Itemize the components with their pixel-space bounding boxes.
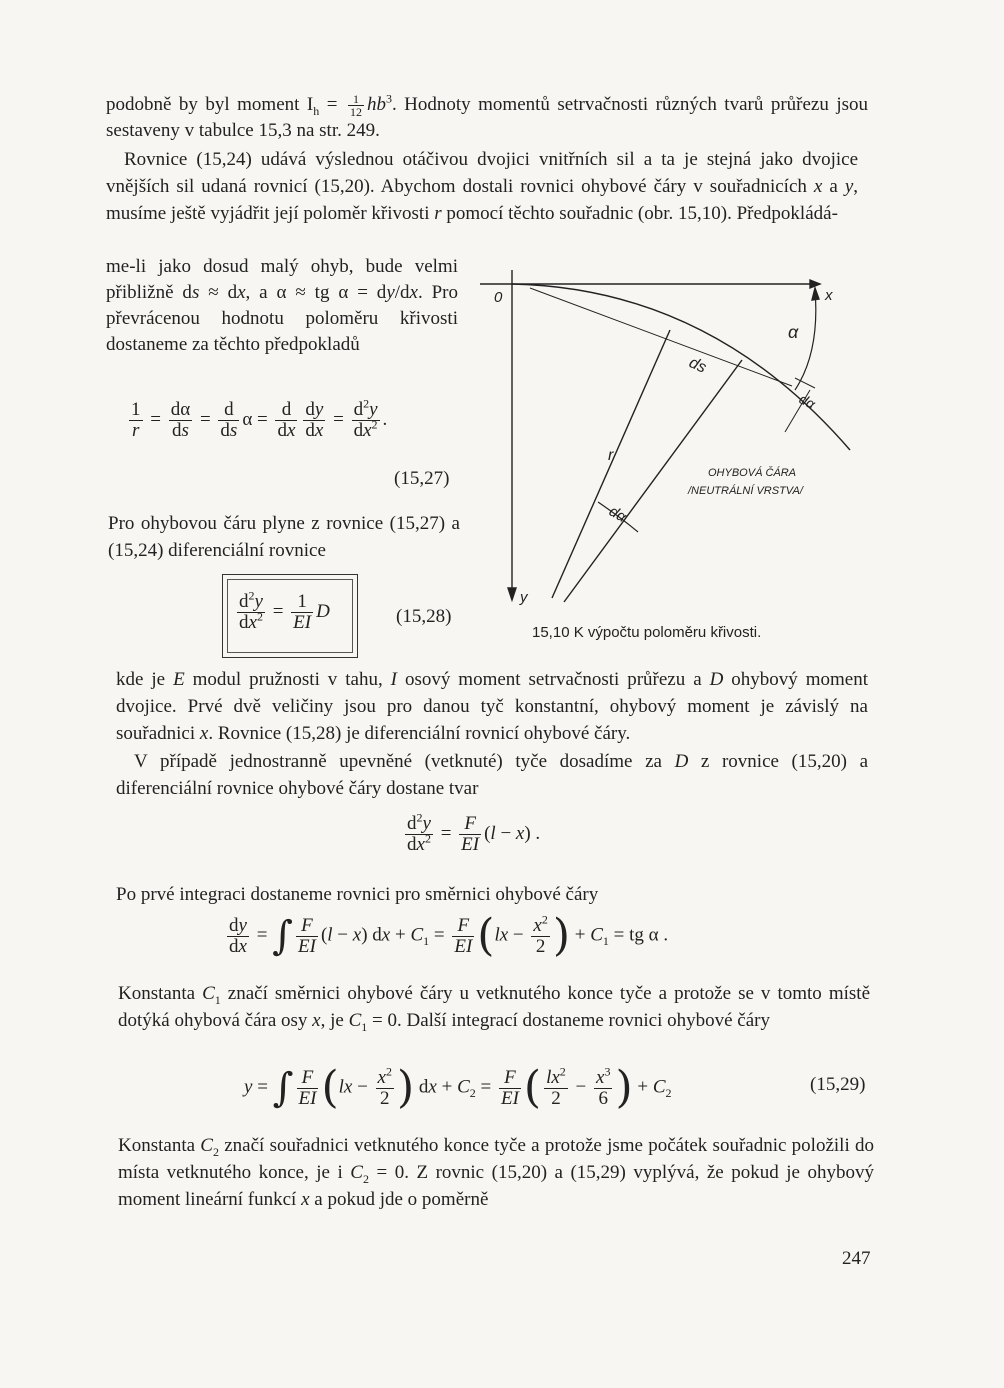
y-axis-arrow <box>508 588 516 600</box>
paragraph-7 <box>116 882 868 908</box>
paragraph-9-text: Konstanta $C_2$ značí souřadnici vetknutého konce tyče a protože jsme počátek souřadnic položili do místa vetknutého konce, je i $C_2 = 0$. Z rovnic (15,20) a (15,29) vyplývá, že pokud je ohybový moment lineární funkcí x a pokud jde o poměrně <box>118 1135 874 1210</box>
paragraph-3 <box>106 254 458 358</box>
paragraph-7-text: Po prvé integraci dostaneme rovnici pro směrnici ohybové čáry <box>116 884 599 905</box>
radius-line-2 <box>564 360 742 602</box>
label-dalpha-bottom: dα <box>606 502 630 526</box>
page-number: 247 <box>842 1248 871 1269</box>
equation-label-15-27: (15,27) <box>394 468 450 489</box>
paragraph-8 <box>118 980 870 1034</box>
label-ds: ds <box>686 354 709 377</box>
paragraph-6-text: V případě jednostranně upevněné (vetknuté) tyče dosadíme za D z rovnice (15,20) a diferenciální rovnice ohybové čáry dostane tvar <box>116 751 868 799</box>
figure-caption: 15,10 K výpočtu poloměru křivosti. <box>532 624 762 641</box>
paragraph-1 <box>106 92 868 144</box>
equation-slope: $\frac{dy}{dx}$ = ∫ $\frac{F}{EI}$ (l − x) dx + $C_1$ = $\frac{F}{EI}$ (lx − $\frac{x^2}{2}$ ) + $C_1$ = tg α . <box>229 910 669 961</box>
label-dalpha-top: dα <box>796 390 819 413</box>
equation-label-15-28: (15,28) <box>396 606 452 627</box>
paragraph-5-text: kde je E modul pružnosti v tahu, I osový moment setrvačnosti průřezu a D ohybový moment dvojice. Prvé dvě veličiny jsou pro danou tyč konstantní, ohybový moment je závislý na souřadnici x. Rovnice (15,28) je diferenciální rovnicí ohybové čáry. <box>116 669 869 744</box>
equation-15-27: $\frac{1}{r}$ = $\frac{d\alpha}{ds}$ = $\frac{d}{ds}$ α = $\frac{d}{dx}$ $\frac{dy}{dx}$ = $\frac{d^2y}{dx^2}$ . <box>131 396 388 441</box>
equation-fl-minus-x: $\frac{d^2y}{dx^2}$ = $\frac{F}{EI}$ (l − x) . <box>407 810 541 855</box>
figure-15-10 <box>470 262 870 622</box>
bending-curve <box>512 284 850 450</box>
paragraph-9 <box>118 1132 874 1213</box>
equation-label-15-29: (15,29) <box>810 1074 866 1095</box>
label-x: x <box>825 287 833 304</box>
paragraph-2-text: Rovnice (15,24) udává výslednou otáčivou dvojici vnitřních sil a ta je stejná jako dvojice vnějších sil udaná rovnicí (15,20). Abychom dostali rovnici ohybové čáry v souřadnicích x a y, musíme ještě vyjádřit její poloměr křivosti r pomocí těchto souřadnic (obr. 15,10). Předpokládá- <box>106 149 859 224</box>
paragraph-3-text: me-li jako dosud malý ohyb, bude velmi přibližně ds ≈ dx, a α ≈ tg α = dy/dx. Pro převrácenou hodnotu poloměru křivosti dostaneme za těchto předpokladů <box>106 256 459 355</box>
label-curve-1: OHYBOVÁ ČÁRA <box>708 467 797 479</box>
label-r: r <box>608 447 614 464</box>
paragraph-1-text: podobně by byl moment $I_h$ = $\frac{1}{12}$ $hb^3$. Hodnoty momentů setrvačnosti různých tvarů průřezu jsou sestaveny v tabulce 15,3 na str. 249. <box>106 91 869 142</box>
label-curve-2: /NEUTRÁLNÍ VRSTVA/ <box>688 485 803 497</box>
paragraph-4-text: Pro ohybovou čáru plyne z rovnice (15,27) a (15,24) diferenciální rovnice <box>108 513 460 561</box>
paragraph-6 <box>116 748 868 802</box>
equation-15-28: $\frac{d^2y}{dx^2}$ = $\frac{1}{EI}$ D <box>239 588 330 633</box>
tangent-line <box>530 288 792 386</box>
radius-line-1 <box>552 330 670 598</box>
label-origin: 0 <box>494 289 503 306</box>
paragraph-5 <box>116 666 868 747</box>
paragraph-4 <box>108 510 460 564</box>
label-alpha: α <box>788 322 799 342</box>
label-y: y <box>520 589 528 606</box>
paragraph-8-text: Konstanta $C_1$ značí směrnici ohybové čáry u vetknutého konce tyče a protože se v tomto místě dotýká ohybová čára osy x, je $C_1 = 0$. Další integrací dostaneme rovnici ohybové čáry <box>118 983 870 1034</box>
paragraph-2 <box>106 146 858 227</box>
equation-15-29: y = ∫ $\frac{F}{EI}$ (lx − $\frac{x^2}{2}$ ) dx + $C_2$ = $\frac{F}{EI}$ ( $\frac{lx^2}{2}$ − $\frac{x^3}{6}$ ) + $C_2$ <box>244 1062 672 1113</box>
dalpha-arc-top <box>795 378 815 388</box>
